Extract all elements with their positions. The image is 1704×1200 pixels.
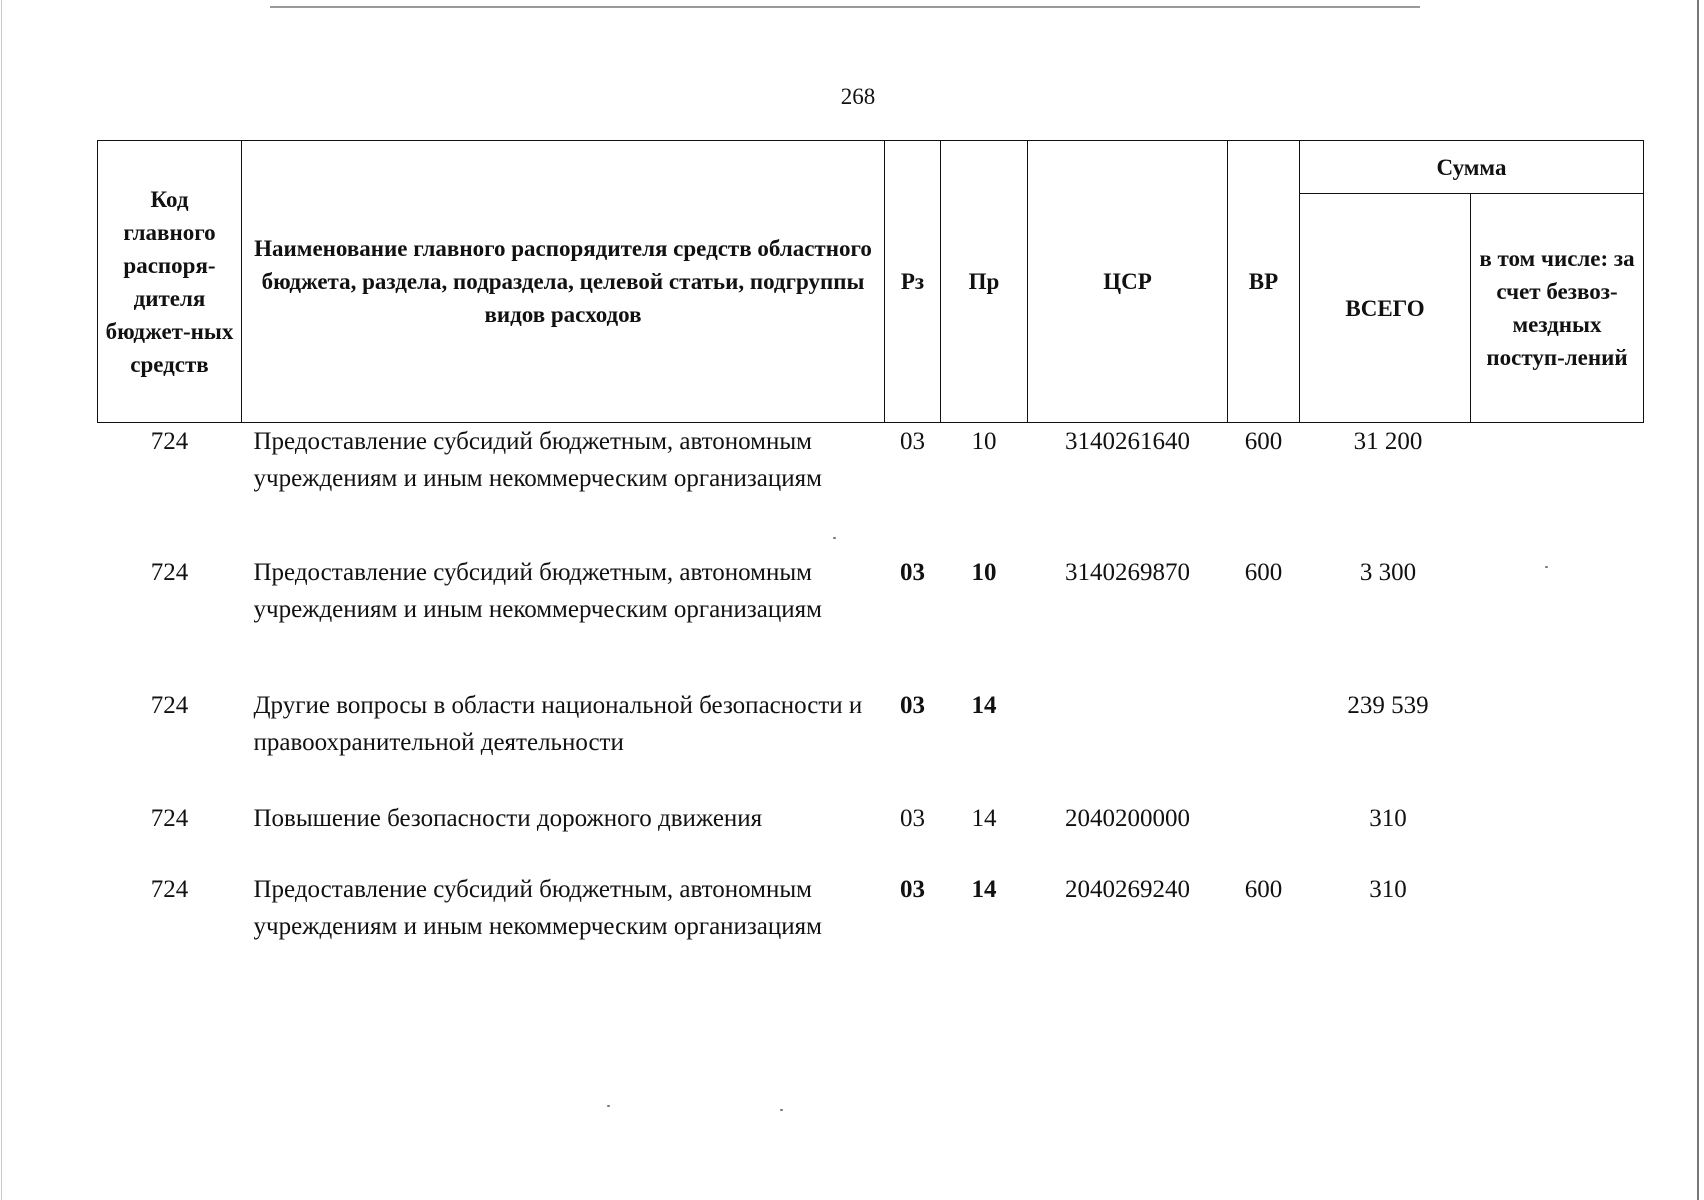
cell-total: 310 — [1369, 875, 1407, 903]
scan-edge-left — [1, 0, 2, 1200]
scan-edge-top — [270, 6, 1420, 8]
cell-grants — [1471, 687, 1644, 800]
cell-csr: 3140261640 — [1065, 428, 1190, 455]
cell-name: Повышение безопасности дорожного движения — [253, 804, 763, 832]
header-rz: Рз — [885, 141, 941, 423]
cell-vr: 600 — [1244, 875, 1283, 903]
header-csr: ЦСР — [1028, 141, 1228, 423]
cell-code: 724 — [150, 558, 189, 586]
cell-pr: 14 — [971, 804, 997, 832]
cell-pr: 14 — [971, 691, 997, 719]
header-code: Код главного распоря-дителя бюджет-ных средств — [98, 141, 242, 423]
header-grants: в том числе: за счет безвоз-мездных поступ-лений — [1471, 194, 1644, 423]
header-vr: ВР — [1228, 141, 1300, 423]
cell-pr: 14 — [971, 875, 997, 903]
cell-total: 239 539 — [1347, 691, 1429, 719]
cell-vr: 600 — [1244, 558, 1283, 586]
cell-vr: 600 — [1244, 428, 1283, 455]
cell-grants — [1471, 554, 1644, 687]
cell-pr: 10 — [971, 558, 997, 586]
scan-speck — [780, 1109, 783, 1111]
cell-rz: 03 — [900, 691, 925, 719]
cell-name: Предоставление субсидий бюджетным, автономным учреждениям и иным некоммерческим организациям — [253, 428, 822, 492]
table-header — [98, 141, 1644, 423]
cell-csr: 2040269240 — [1065, 875, 1190, 903]
cell-name: Другие вопросы в области национальной безопасности и правоохранительной деятельности — [253, 691, 863, 756]
cell-total: 31 200 — [1353, 428, 1423, 455]
cell-rz: 03 — [900, 558, 925, 586]
cell-total: 3 300 — [1359, 558, 1417, 586]
scan-speck — [1545, 566, 1548, 568]
cell-rz: 03 — [900, 875, 925, 903]
table-row — [98, 687, 1644, 800]
header-name: Наименование главного распорядителя средств областного бюджета, раздела, подраздела, целевой статьи, подгруппы видов расходов — [242, 141, 885, 423]
cell-vr — [1228, 800, 1300, 871]
cell-code: 724 — [150, 428, 189, 455]
cell-csr: 2040200000 — [1065, 804, 1190, 832]
table-row — [98, 423, 1644, 554]
header-total: ВСЕГО — [1300, 194, 1471, 423]
table-row — [98, 800, 1644, 871]
header-pr: Пр — [941, 141, 1028, 423]
cell-rz: 03 — [900, 804, 925, 832]
cell-code: 724 — [150, 804, 189, 832]
cell-grants — [1471, 871, 1644, 991]
cell-vr — [1228, 687, 1300, 800]
cell-rz: 03 — [900, 428, 925, 455]
cell-name: Предоставление субсидий бюджетным, автономным учреждениям и иным некоммерческим организациям — [253, 875, 822, 940]
cell-csr: 3140269870 — [1065, 558, 1190, 586]
cell-grants — [1471, 800, 1644, 871]
page-number: 268 — [840, 84, 876, 109]
scan-speck — [607, 1105, 610, 1107]
scan-edge-right — [1697, 0, 1699, 1200]
cell-total: 310 — [1369, 804, 1407, 832]
table-row — [98, 554, 1644, 687]
cell-pr: 10 — [971, 428, 997, 455]
header-sum: Сумма — [1300, 141, 1644, 194]
cell-code: 724 — [150, 691, 189, 719]
cell-name: Предоставление субсидий бюджетным, автономным учреждениям и иным некоммерческим организациям — [253, 558, 822, 623]
budget-table — [97, 140, 1644, 991]
table-row — [98, 871, 1644, 991]
cell-grants — [1471, 423, 1644, 554]
scan-speck — [833, 537, 836, 539]
cell-code: 724 — [150, 875, 189, 903]
cell-csr — [1028, 687, 1228, 800]
